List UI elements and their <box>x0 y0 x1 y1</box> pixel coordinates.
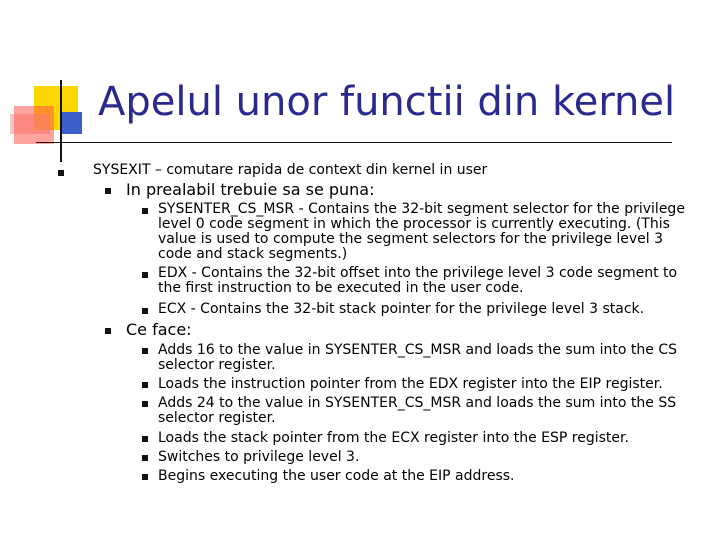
bullet-icon <box>142 436 148 442</box>
group2-item-1: Adds 16 to the value in SYSENTER_CS_MSR and loads the sum into the CS selector register. <box>158 342 678 373</box>
group2-item-4: Loads the stack pointer from the ECX register into the ESP register. <box>158 430 629 446</box>
group2-heading: Ce face: <box>126 320 192 339</box>
bullet-icon <box>142 455 148 461</box>
bullet-icon <box>142 401 148 407</box>
decorative-vertical-line <box>60 80 62 162</box>
bullet-icon <box>142 308 148 314</box>
decorative-red-square <box>14 106 54 144</box>
group1-item-1: SYSENTER_CS_MSR - Contains the 32-bit segment selector for the privilege level 0 code segment in which the processor is currently executing. (This value is used to compute the segment selectors for the privilege level 3 code and stack segments.) <box>158 201 685 262</box>
group1-item-2: EDX - Contains the 32-bit offset into the privilege level 3 code segment to the first instruction to be executed in the user code. <box>158 265 678 296</box>
bullet-icon <box>142 348 148 354</box>
bullet-icon <box>105 188 111 194</box>
level1-text: SYSEXIT – comutare rapida de context din kernel in user <box>93 162 488 178</box>
group2-item-5: Switches to privilege level 3. <box>158 449 360 465</box>
bullet-icon <box>105 328 111 334</box>
title-underline <box>36 142 672 143</box>
group2-item-3: Adds 24 to the value in SYSENTER_CS_MSR and loads the sum into the SS selector register. <box>158 395 677 426</box>
slide-title: Apelul unor functii din kernel <box>98 79 676 125</box>
bullet-icon <box>142 208 148 214</box>
bullet-icon <box>142 382 148 388</box>
group1-item-3: ECX - Contains the 32-bit stack pointer for the privilege level 3 stack. <box>158 301 645 317</box>
bullet-icon <box>142 474 148 480</box>
group2-item-2: Loads the instruction pointer from the EDX register into the EIP register. <box>158 376 663 392</box>
bullet-icon <box>58 170 64 176</box>
decorative-blue-square <box>60 112 82 134</box>
bullet-icon <box>142 272 148 278</box>
group1-heading: In prealabil trebuie sa se puna: <box>126 180 375 199</box>
group2-item-6: Begins executing the user code at the EIP address. <box>158 468 515 484</box>
